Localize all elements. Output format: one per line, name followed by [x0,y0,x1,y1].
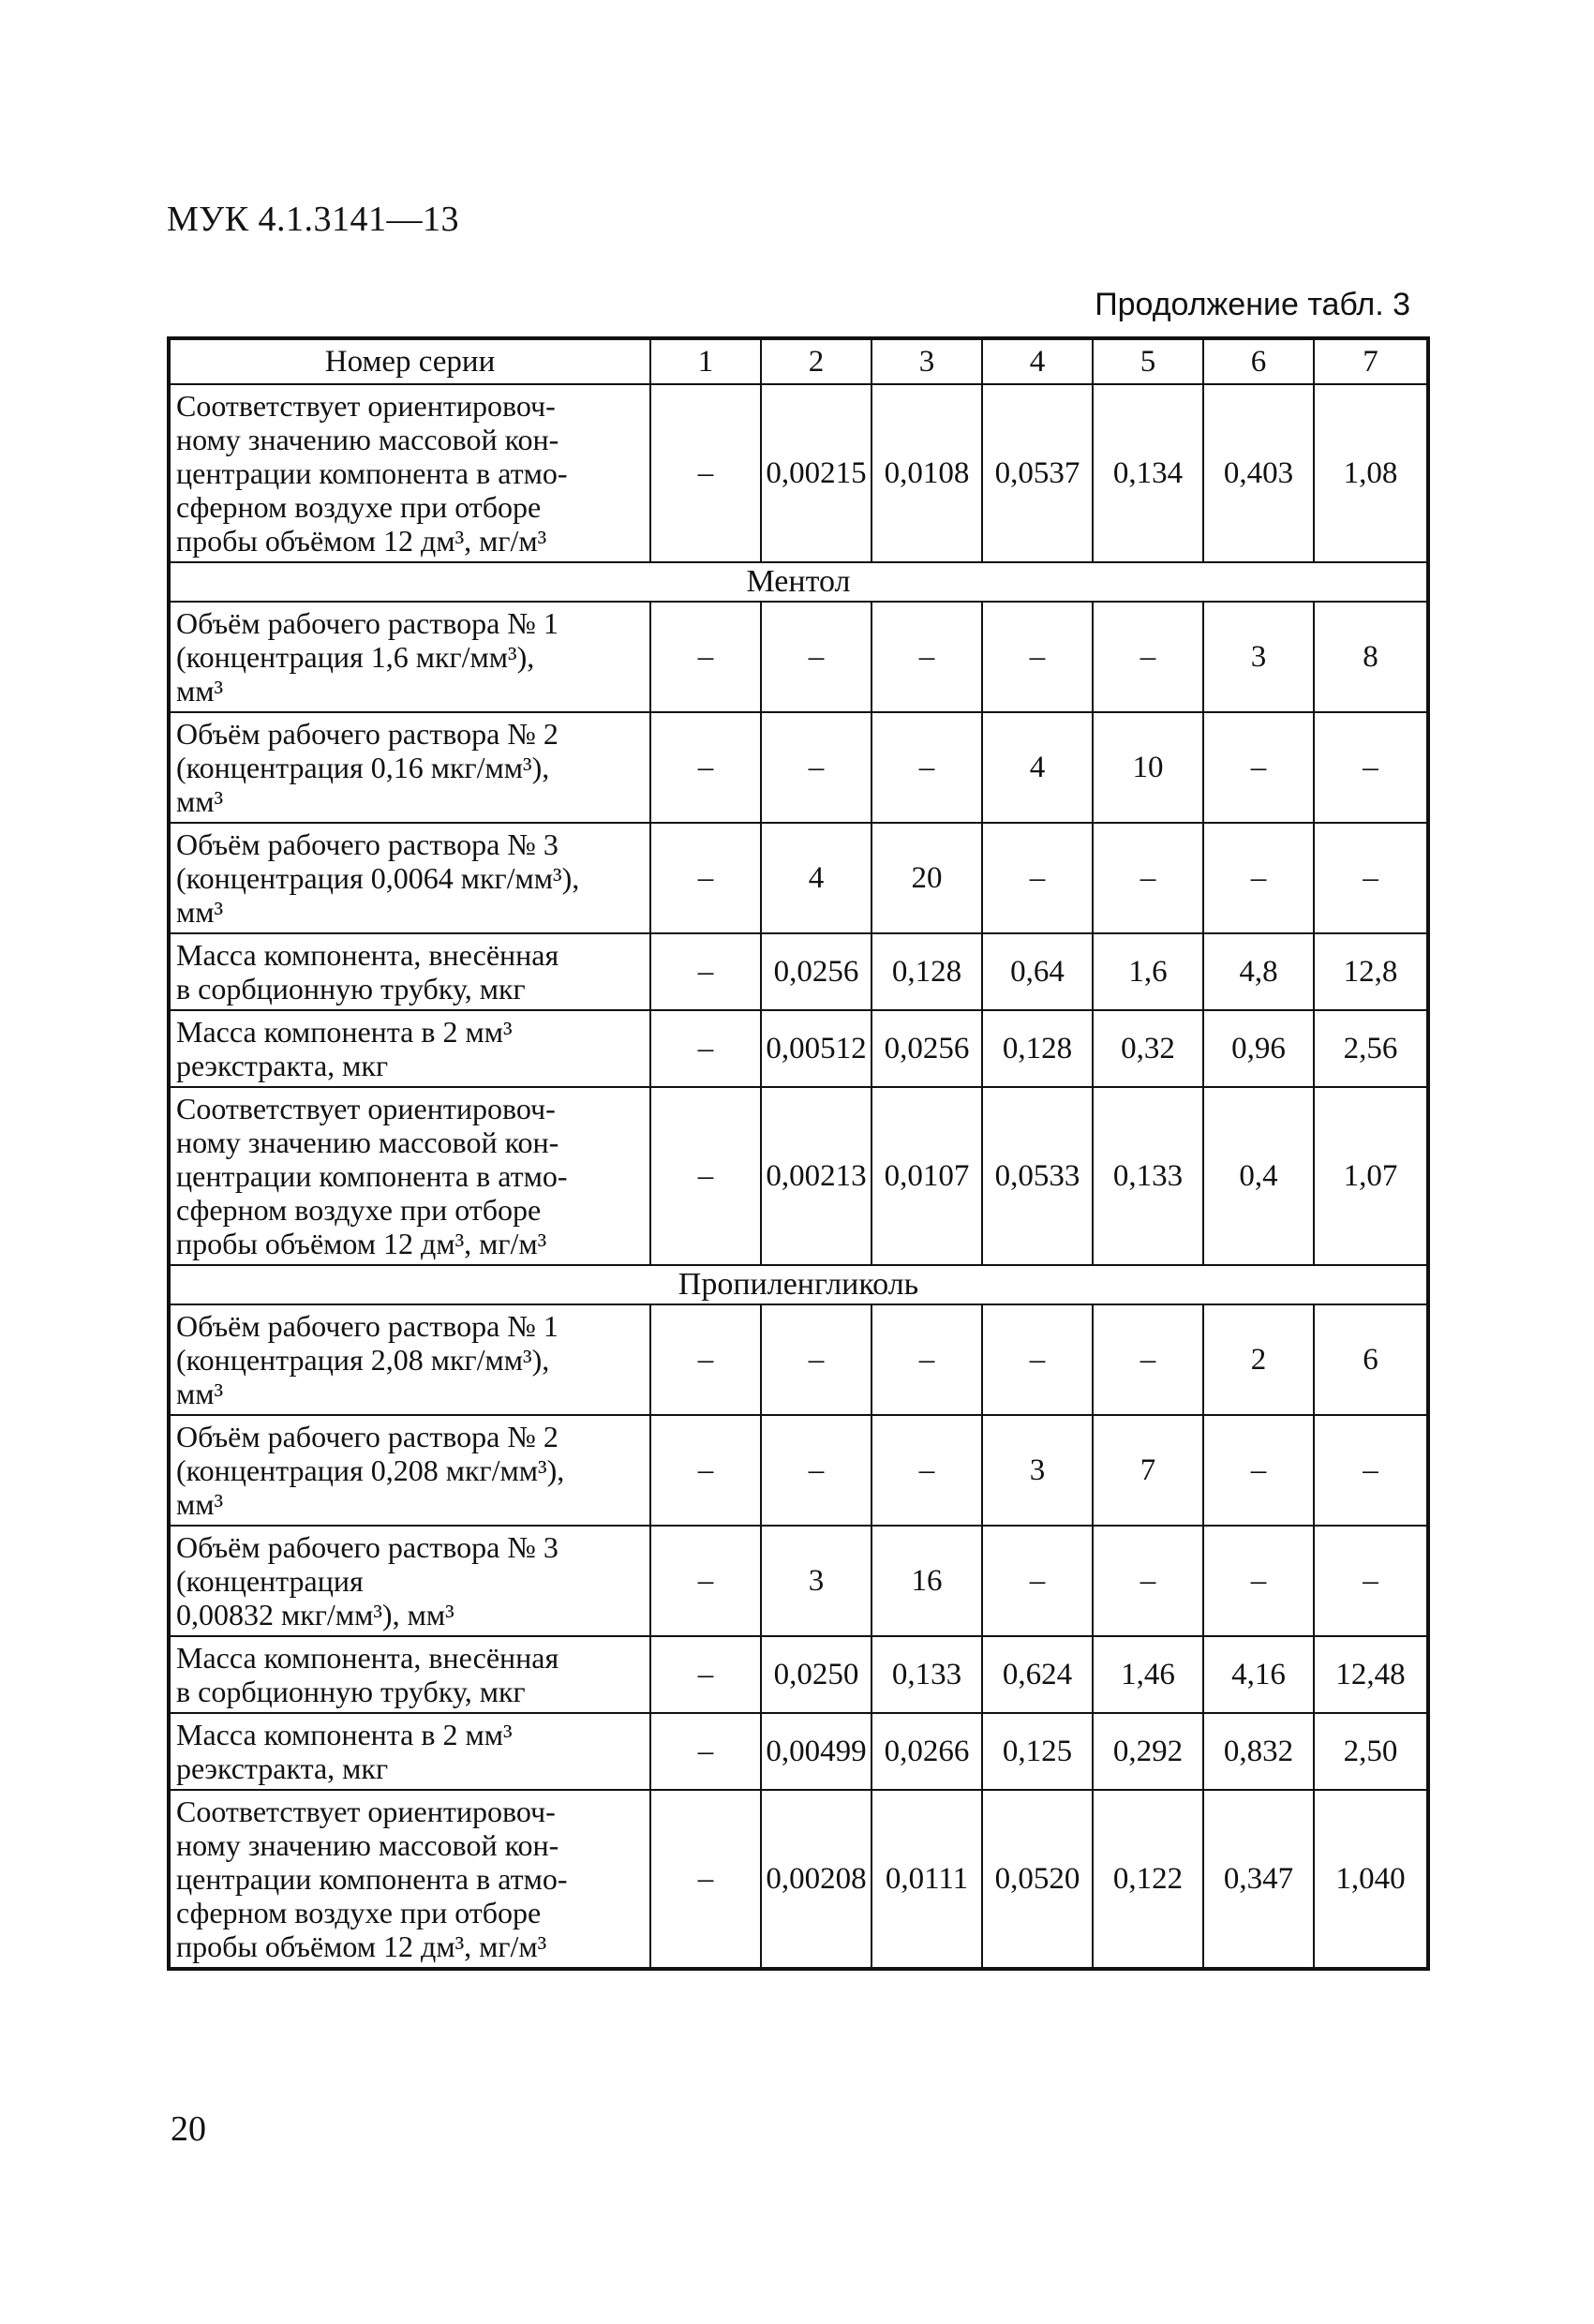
cell-value: 0,0256 [761,933,871,1010]
section-row [169,562,1428,602]
header-column: 7 [1314,338,1428,384]
cell-value: – [650,712,761,823]
cell-value: – [650,384,761,562]
cell-value: 10 [1093,712,1203,823]
cell-value: 1,46 [1093,1636,1203,1713]
row-label: Объём рабочего раствора № 2 (концентрация 0,16 мкг/мм³), мм³ [169,712,650,823]
cell-value: – [650,933,761,1010]
cell-value: 2,56 [1314,1010,1428,1087]
cell-value: – [1314,1526,1428,1636]
cell-value: 0,0256 [871,1010,982,1087]
row-label: Объём рабочего раствора № 1 (концентрация 1,6 мкг/мм³), мм³ [169,602,650,712]
cell-value: – [650,1636,761,1713]
cell-value: 0,00215 [761,384,871,562]
header-series-label: Номер серии [169,338,650,384]
cell-value: – [1203,712,1314,823]
header-column: 3 [871,338,982,384]
table-row [169,933,1428,1010]
cell-value: – [871,1304,982,1415]
header-column: 4 [982,338,1093,384]
table-caption: Продолжение табл. 3 [1095,287,1410,322]
cell-value: 1,08 [1314,384,1428,562]
table-row [169,823,1428,933]
cell-value: 4 [982,712,1093,823]
cell-value: – [1314,712,1428,823]
cell-value: 12,8 [1314,933,1428,1010]
cell-value: – [871,1415,982,1526]
table-row [169,1010,1428,1087]
row-label: Соответствует ориентировоч- ному значению массовой кон- центрации компонента в атмо- сферном воздухе при отборе пробы объёмом 12 дм³, мг/м³ [169,1087,650,1265]
cell-value: 0,0520 [982,1790,1093,1969]
cell-value: 0,0250 [761,1636,871,1713]
cell-value: 3 [761,1526,871,1636]
row-label: Объём рабочего раствора № 1 (концентрация 2,08 мкг/мм³), мм³ [169,1304,650,1415]
cell-value: 2,50 [1314,1713,1428,1790]
cell-value: 4,8 [1203,933,1314,1010]
table-header-row [169,338,1428,384]
cell-value: 0,0533 [982,1087,1093,1265]
cell-value: 12,48 [1314,1636,1428,1713]
cell-value: 0,0537 [982,384,1093,562]
cell-value: 0,0266 [871,1713,982,1790]
cell-value: 16 [871,1526,982,1636]
table-row [169,712,1428,823]
cell-value: – [761,1304,871,1415]
cell-value: – [761,712,871,823]
cell-value: – [650,1415,761,1526]
row-label: Соответствует ориентировоч- ному значению массовой кон- центрации компонента в атмо- сферном воздухе при отборе пробы объёмом 12 дм³, мг/м³ [169,1790,650,1969]
cell-value: – [1093,602,1203,712]
row-label: Соответствует ориентировоч- ному значению массовой кон- центрации компонента в атмо- сферном воздухе при отборе пробы объёмом 12 дм³, мг/м³ [169,384,650,562]
row-label: Масса компонента в 2 мм³ реэкстракта, мкг [169,1713,650,1790]
data-table [167,336,1430,1971]
cell-value: 0,00213 [761,1087,871,1265]
cell-value: 0,0107 [871,1087,982,1265]
cell-value: 0,347 [1203,1790,1314,1969]
cell-value: 0,128 [871,933,982,1010]
table-row [169,602,1428,712]
table-row [169,384,1428,562]
cell-value: – [1093,1526,1203,1636]
row-label: Объём рабочего раствора № 3 (концентрация 0,00832 мкг/мм³), мм³ [169,1526,650,1636]
cell-value: – [1093,1304,1203,1415]
cell-value: 0,96 [1203,1010,1314,1087]
header-column: 5 [1093,338,1203,384]
cell-value: 1,07 [1314,1087,1428,1265]
cell-value: – [1314,1415,1428,1526]
cell-value: – [1203,823,1314,933]
cell-value: – [650,823,761,933]
cell-value: – [650,1010,761,1087]
cell-value: – [650,602,761,712]
cell-value: 0,32 [1093,1010,1203,1087]
row-label: Объём рабочего раствора № 3 (концентрация 0,0064 мкг/мм³), мм³ [169,823,650,933]
cell-value: 0,133 [871,1636,982,1713]
cell-value: – [650,1526,761,1636]
cell-value: 0,00512 [761,1010,871,1087]
cell-value: – [761,602,871,712]
cell-value: 2 [1203,1304,1314,1415]
row-label: Объём рабочего раствора № 2 (концентрация 0,208 мкг/мм³), мм³ [169,1415,650,1526]
table-row [169,1790,1428,1969]
table-row [169,1636,1428,1713]
cell-value: 1,040 [1314,1790,1428,1969]
cell-value: 4,16 [1203,1636,1314,1713]
cell-value: 0,64 [982,933,1093,1010]
cell-value: – [982,1304,1093,1415]
table-row [169,1713,1428,1790]
page-number: 20 [171,2109,206,2149]
cell-value: 20 [871,823,982,933]
header-column: 2 [761,338,871,384]
cell-value: – [650,1304,761,1415]
cell-value: – [982,823,1093,933]
section-title: Пропиленгликоль [169,1265,1428,1304]
cell-value: 1,6 [1093,933,1203,1010]
cell-value: 3 [1203,602,1314,712]
cell-value: 0,125 [982,1713,1093,1790]
cell-value: – [982,602,1093,712]
cell-value: 0,624 [982,1636,1093,1713]
cell-value: 0,0111 [871,1790,982,1969]
cell-value: 0,134 [1093,384,1203,562]
cell-value: – [1314,823,1428,933]
table-body [169,384,1428,1969]
table-row [169,1087,1428,1265]
section-row [169,1265,1428,1304]
header-column: 6 [1203,338,1314,384]
cell-value: 0,128 [982,1010,1093,1087]
row-label: Масса компонента в 2 мм³ реэкстракта, мкг [169,1010,650,1087]
cell-value: 0,122 [1093,1790,1203,1969]
cell-value: – [1203,1415,1314,1526]
cell-value: 0,00499 [761,1713,871,1790]
table-row [169,1304,1428,1415]
cell-value: – [650,1087,761,1265]
cell-value: 0,4 [1203,1087,1314,1265]
cell-value: – [982,1526,1093,1636]
cell-value: 0,133 [1093,1087,1203,1265]
row-label: Масса компонента, внесённая в сорбционную трубку, мкг [169,933,650,1010]
header-column: 1 [650,338,761,384]
cell-value: 0,832 [1203,1713,1314,1790]
cell-value: 0,00208 [761,1790,871,1969]
table-row [169,1415,1428,1526]
cell-value: 7 [1093,1415,1203,1526]
cell-value: 6 [1314,1304,1428,1415]
cell-value: – [871,712,982,823]
cell-value: – [1093,823,1203,933]
row-label: Масса компонента, внесённая в сорбционную трубку, мкг [169,1636,650,1713]
cell-value: – [650,1790,761,1969]
cell-value: 0,403 [1203,384,1314,562]
cell-value: 0,292 [1093,1713,1203,1790]
cell-value: 4 [761,823,871,933]
cell-value: 8 [1314,602,1428,712]
cell-value: – [761,1415,871,1526]
cell-value: – [871,602,982,712]
cell-value: 0,0108 [871,384,982,562]
cell-value: 3 [982,1415,1093,1526]
cell-value: – [650,1713,761,1790]
document-code: МУК 4.1.3141—13 [167,200,460,239]
section-title: Ментол [169,562,1428,602]
table-row [169,1526,1428,1636]
cell-value: – [1203,1526,1314,1636]
